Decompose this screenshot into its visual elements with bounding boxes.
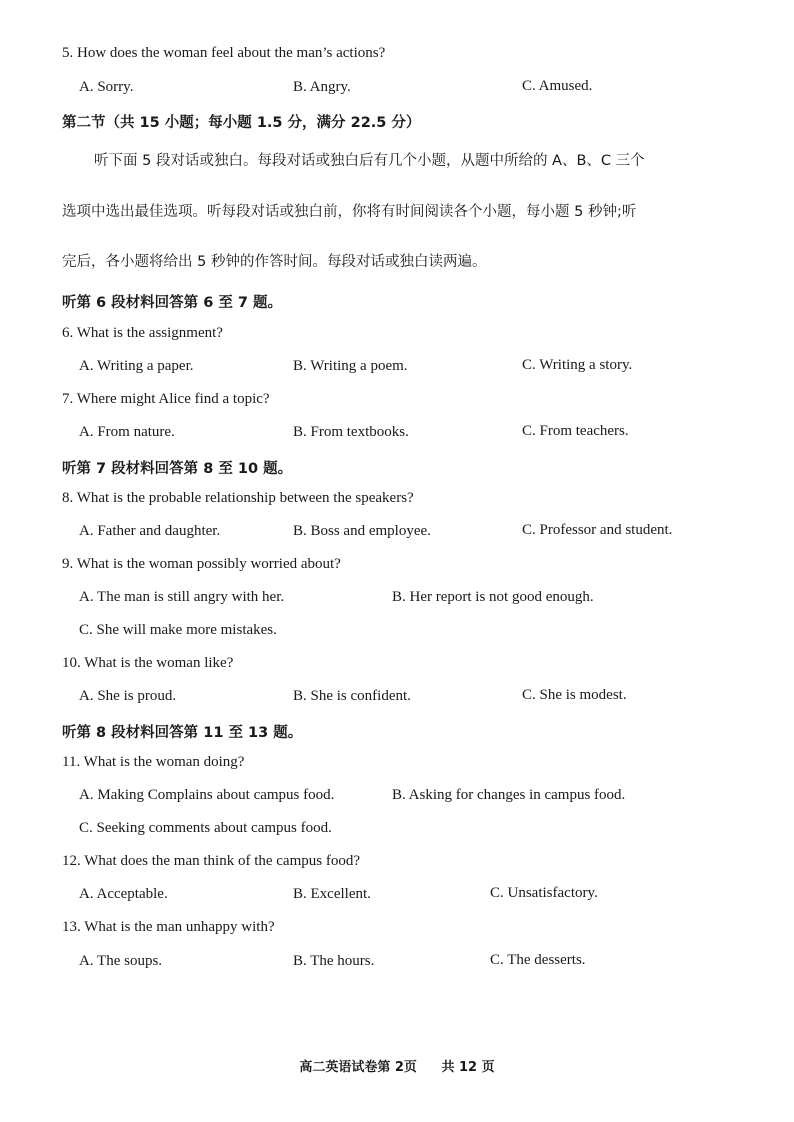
footer-total-pages: 共 12 页	[441, 1060, 495, 1075]
q7-option-c: C. From teachers.	[522, 423, 629, 439]
q13-option-a: A. The soups.	[79, 953, 163, 969]
question-8: 8. What is the probable relationship between the speakers?	[62, 490, 414, 506]
q11-option-b: B. Asking for changes in campus food.	[392, 787, 626, 803]
q6-option-c: C. Writing a story.	[522, 357, 633, 373]
instructions-line-1: 听下面 5 段对话或独白。每段对话或独白后有几个小题，从题中所给的 A、B、C 三个	[94, 153, 645, 169]
q12-option-a: A. Acceptable.	[79, 886, 168, 902]
question-12: 12. What does the man think of the campus food?	[62, 853, 360, 869]
question-5: 5. How does the woman feel about the man’s actions?	[62, 45, 386, 61]
q7-option-a: A. From nature.	[79, 424, 175, 440]
question-6: 6. What is the assignment?	[62, 325, 223, 341]
q11-option-a: A. Making Complains about campus food.	[79, 787, 335, 803]
group-8-heading: 听第 8 段材料回答第 11 至 13 题。	[62, 725, 303, 741]
page-footer	[0, 1056, 794, 1075]
q9-option-b: B. Her report is not good enough.	[392, 589, 594, 605]
question-9: 9. What is the woman possibly worried about?	[62, 556, 341, 572]
q13-option-c: C. The desserts.	[490, 952, 586, 968]
group-7-heading: 听第 7 段材料回答第 8 至 10 题。	[62, 461, 293, 477]
q12-option-c: C. Unsatisfactory.	[490, 885, 598, 901]
q6-option-a: A. Writing a paper.	[79, 358, 194, 374]
q5-option-a: A. Sorry.	[79, 79, 134, 95]
q12-option-b: B. Excellent.	[293, 886, 371, 902]
section-2-heading: 第二节（共 15 小题；每小题 1.5 分，满分 22.5 分）	[62, 115, 421, 131]
q6-option-b: B. Writing a poem.	[293, 358, 408, 374]
q7-option-b: B. From textbooks.	[293, 424, 409, 440]
q5-option-b: B. Angry.	[293, 79, 351, 95]
q9-option-a: A. The man is still angry with her.	[79, 589, 285, 605]
footer-page-label: 高二英语试卷第 2页	[299, 1060, 417, 1075]
q10-option-c: C. She is modest.	[522, 687, 627, 703]
question-13: 13. What is the man unhappy with?	[62, 919, 275, 935]
q8-option-b: B. Boss and employee.	[293, 523, 431, 539]
question-11: 11. What is the woman doing?	[62, 754, 245, 770]
q10-option-a: A. She is proud.	[79, 688, 177, 704]
question-7: 7. Where might Alice find a topic?	[62, 391, 270, 407]
instructions-line-2: 选项中选出最佳选项。听每段对话或独白前，你将有时间阅读各个小题，每小题 5 秒钟;听	[62, 204, 637, 220]
question-10: 10. What is the woman like?	[62, 655, 234, 671]
group-6-heading: 听第 6 段材料回答第 6 至 7 题。	[62, 295, 283, 311]
q13-option-b: B. The hours.	[293, 953, 375, 969]
q11-option-c: C. Seeking comments about campus food.	[79, 820, 332, 836]
q9-option-c: C. She will make more mistakes.	[79, 622, 277, 638]
q5-option-c: C. Amused.	[522, 78, 593, 94]
q10-option-b: B. She is confident.	[293, 688, 411, 704]
instructions-line-3: 完后，各小题将给出 5 秒钟的作答时间。每段对话或独白读两遍。	[62, 254, 487, 270]
q8-option-c: C. Professor and student.	[522, 522, 673, 538]
q8-option-a: A. Father and daughter.	[79, 523, 221, 539]
